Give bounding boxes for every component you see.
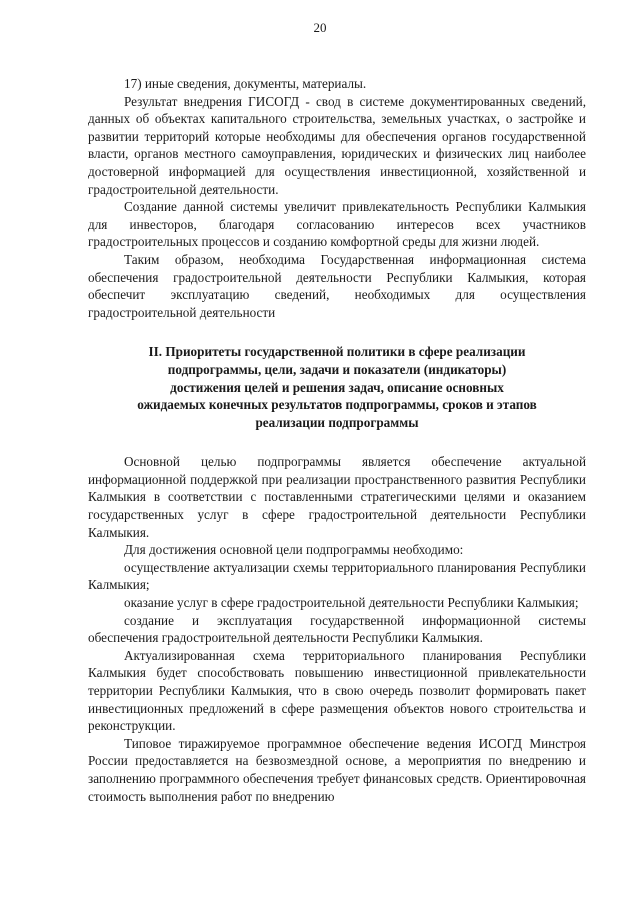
paragraph-result: Результат внедрения ГИСОГД - свод в системе документированных сведений, данных об объектах капитального строительства, земельных участках, о застройке и развитии территорий которые необходимы для обеспечения органов государственной власти, органов местного самоуправления, юридических и физических лиц наиболее достоверной информацией для осуществления инвестиционной, хозяйственной и градостроительной деятельности. — [88, 93, 586, 197]
section-heading — [88, 343, 586, 431]
paragraph-task-2: оказание услуг в сфере градостроительной деятельности Республики Калмыкия; — [124, 595, 579, 611]
paragraph-main-goal: Основной целью подпрограммы является обеспечение актуальной информационной поддержкой при реализации пространственного развития Республики Калмыкия в соответствии с поставленными стратегическими целями и оказанием государственных услуг в сфере градостроительной деятельности Республики Калмыкия. — [88, 454, 586, 540]
paragraph-task-3: создание и эксплуатация государственной информационной системы обеспечения градостроительной деятельности Республики Калмыкия. — [88, 612, 586, 646]
document-body — [88, 75, 586, 805]
paragraph-scheme: Актуализированная схема территориального планирования Республики Калмыкия будет способствовать повышению инвестиционной привлекательности территории Республики Калмыкия, что в свою очередь позволит формировать пакет инвестиционных предложений в сфере размещения объектов нового строительства и реконструкции. — [88, 647, 586, 734]
paragraph-attractiveness: Создание данной системы увеличит привлекательность Республики Калмыкия для инвесторов, благодаря согласованию интересов всех участников градостроительных процессов и созданию комфортной среды для жизни людей. — [88, 199, 586, 250]
heading-line: подпрограммы, цели, задачи и показатели (индикаторы) — [167, 361, 507, 377]
paragraph-task-1: осуществление актуализации схемы территориального планирования Республики Калмыкия; — [88, 559, 586, 593]
heading-line: реализации подпрограммы — [255, 414, 419, 430]
heading-line: ожидаемых конечных результатов подпрограммы, сроков и этапов — [137, 397, 537, 413]
paragraph-software: Типовое тиражируемое программное обеспечение ведения ИСОГД Минстроя России предоставляется на безвозмездной основе, а мероприятия по внедрению и заполнению программного обеспечения требует финансовых средств. Ориентировочная стоимость выполнения работ по внедрению — [88, 735, 586, 804]
paragraph-requirements-intro: Для достижения основной цели подпрограммы необходимо: — [124, 542, 464, 558]
paragraph-list-item-17: 17) иные сведения, документы, материалы. — [124, 76, 367, 91]
heading-line: II. Приоритеты государственной политики в сфере реализации — [148, 344, 526, 360]
heading-line: достижения целей и решения задач, описание основных — [170, 379, 504, 395]
paragraph-conclusion: Таким образом, необходима Государственная информационная система обеспечения градостроительной деятельности Республики Калмыкия, которая обеспечит эксплуатацию сведений, необходимых для осуществления градостроительной деятельности — [88, 251, 586, 320]
page-number: 20 — [313, 20, 327, 35]
